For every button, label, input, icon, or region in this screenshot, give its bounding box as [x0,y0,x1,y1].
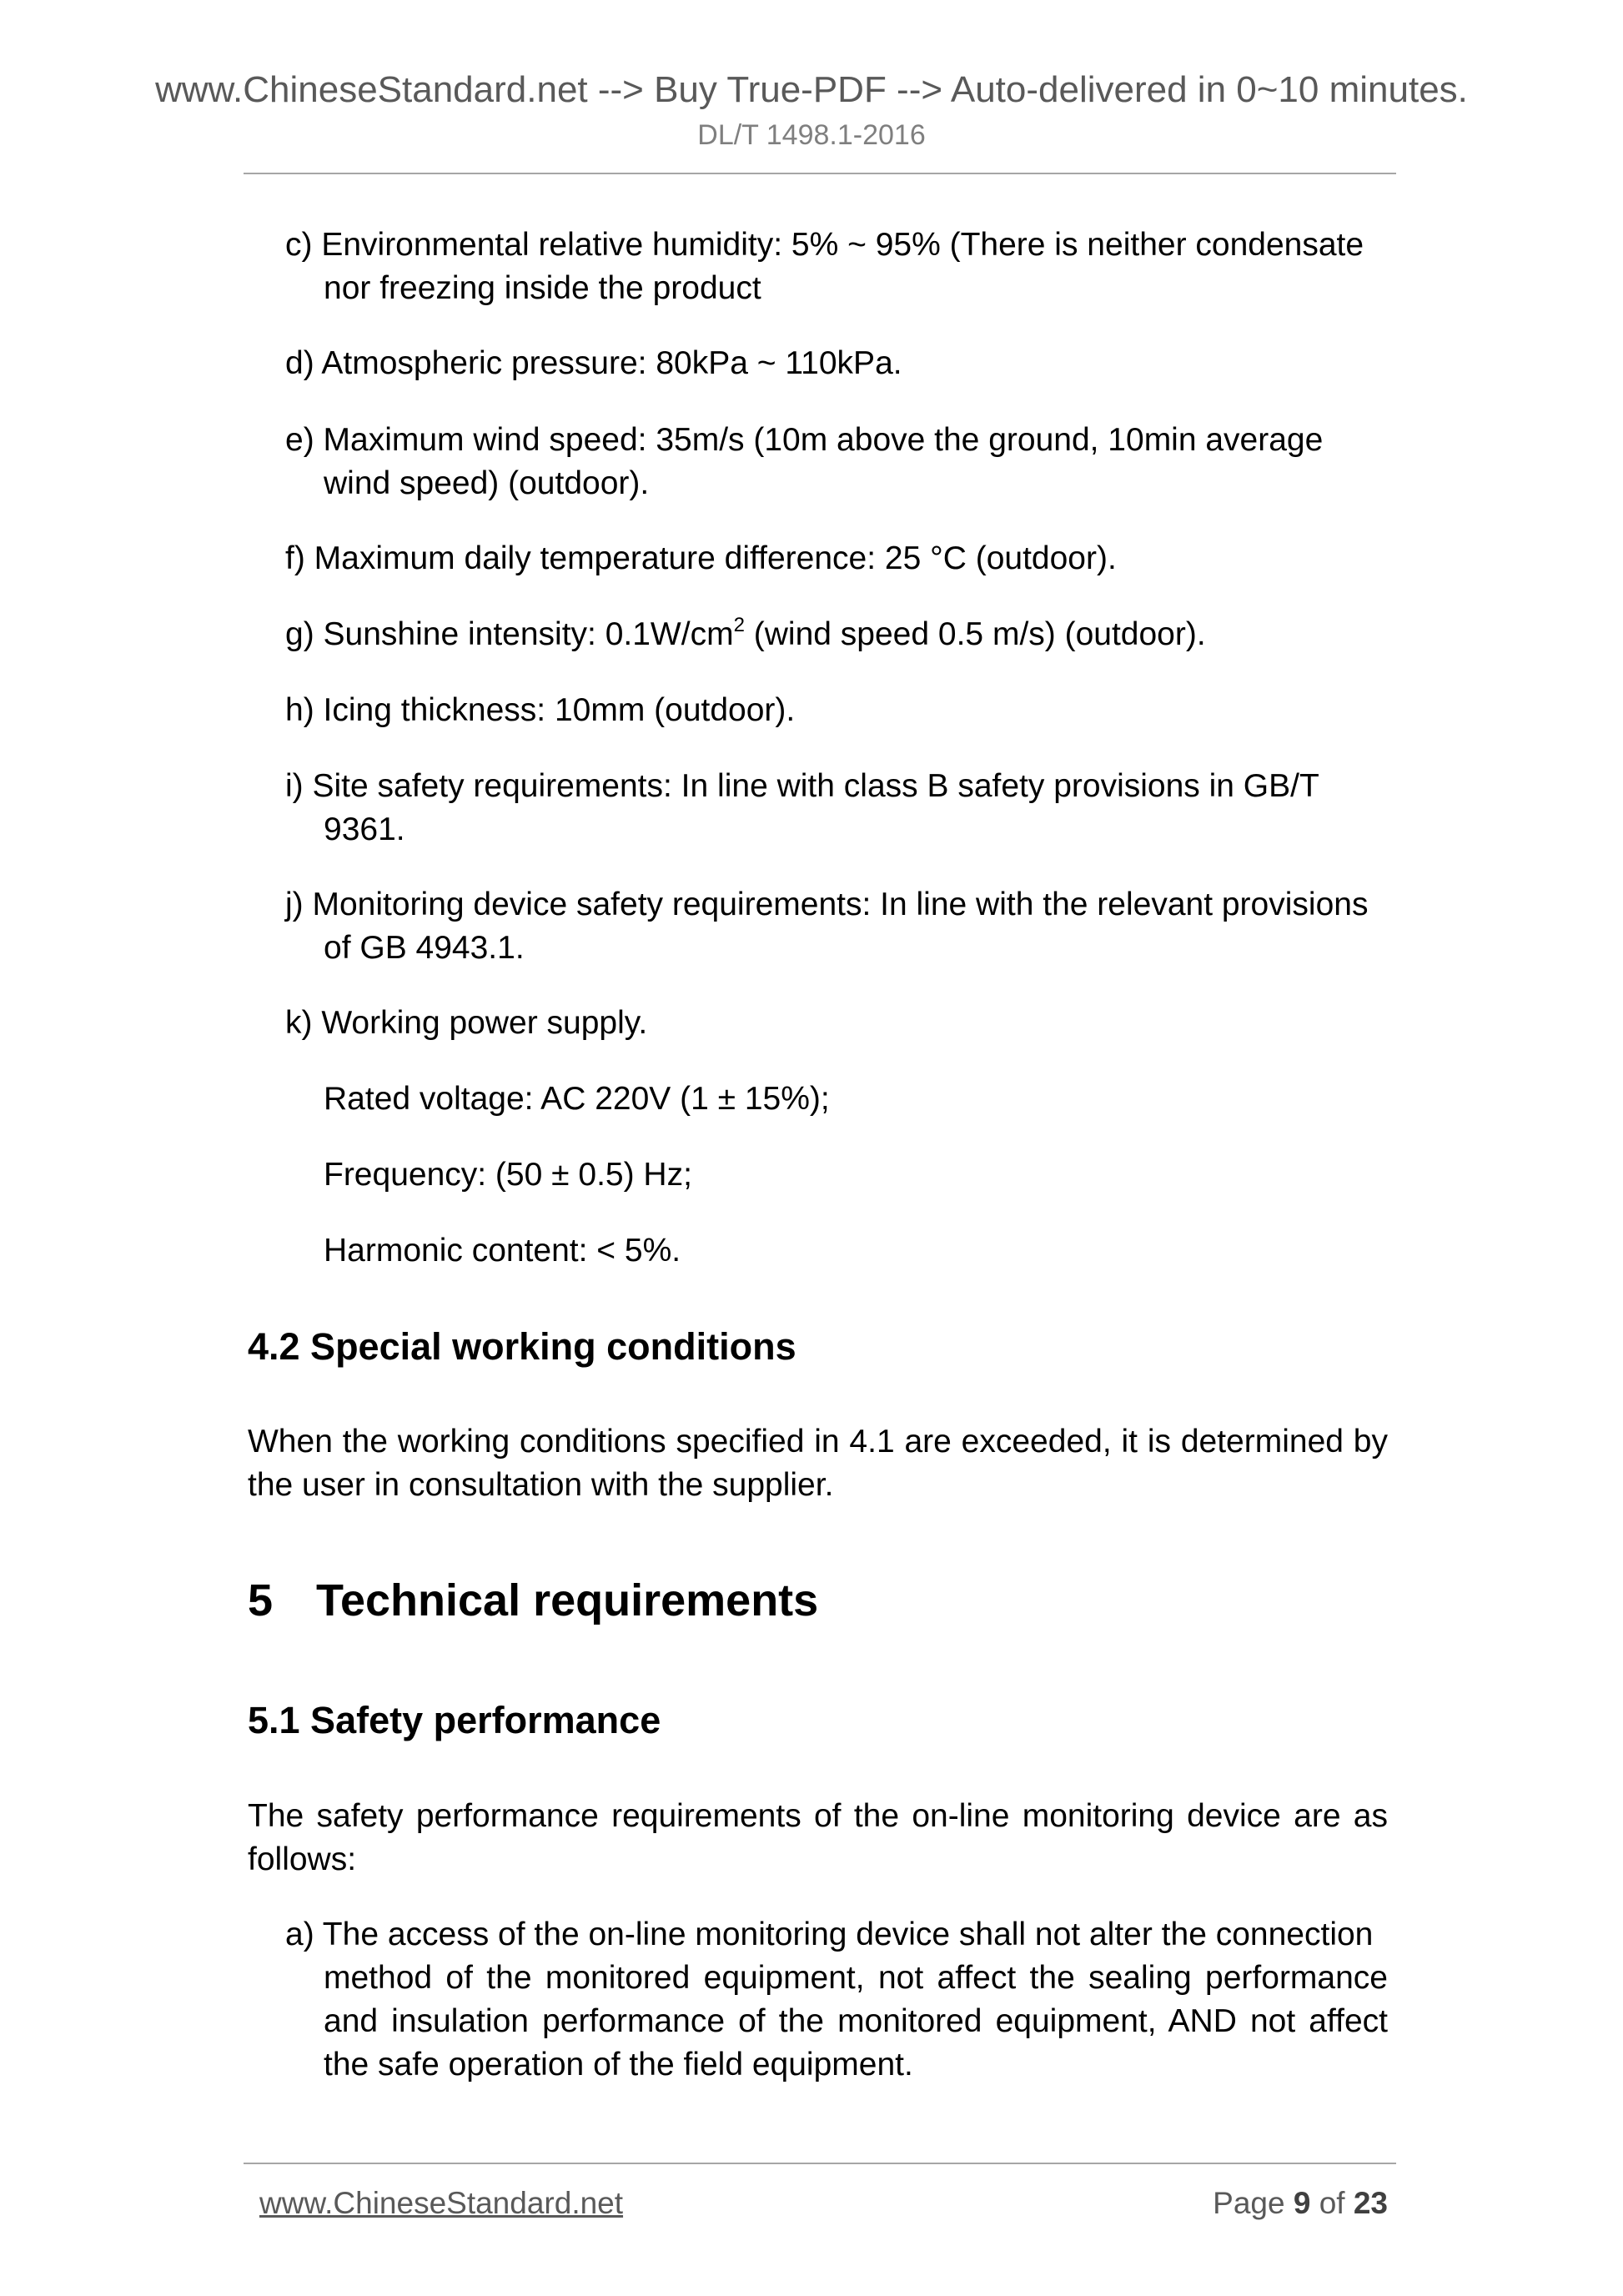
page-indicator: Page 9 of 23 [1213,2186,1388,2220]
rated-voltage: Rated voltage: AC 220V (1 ± 15%); [324,1081,830,1117]
list-item-a: a) The access of the on-line monitoring device shall not alter the connection method of the monitored equipment, not affect the sealing performance and insulation performance of the monitored equipment, AND not affect the safe operation of the field equipment. [285,1917,1388,2082]
footer-website-link[interactable]: www.ChineseStandard.net [259,2186,624,2220]
footer-divider [244,2163,1396,2164]
list-item-k: k) Working power supply. [285,1005,648,1041]
header-divider [244,173,1396,174]
section-5-heading: 5 Technical requirements [248,1575,819,1625]
section-5-1-heading: 5.1 Safety performance [248,1699,661,1741]
standard-code: DL/T 1498.1-2016 [697,119,926,151]
list-item-i: i) Site safety requirements: In line with class B safety provisions in GB/T 9361. [285,768,1319,847]
section-4-2-heading: 4.2 Special working conditions [248,1325,796,1368]
header-banner: www.ChineseStandard.net --> Buy True-PDF --> Auto-delivered in 0~10 minutes. [155,69,1468,110]
list-item-g: g) Sunshine intensity: $0.1W/cm^2$ (wind speed 0.5 m/s) (outdoor). [285,614,1206,652]
frequency: Frequency: (50 ± 0.5) Hz; [324,1157,692,1193]
list-item-h: h) Icing thickness: 10mm (outdoor). [285,692,796,728]
list-item-d: d) Atmospheric pressure: 80kPa ~ 110kPa. [285,345,902,381]
list-item-c: c) Environmental relative humidity: 5% ~ 95% (There is neither condensate nor freezing inside the product [285,227,1364,306]
section-5-1-intro: The safety performance requirements of the on-line monitoring device are as follows: [248,1798,1388,1877]
list-item-f: f) Maximum daily temperature difference: 25 °C (outdoor). [285,540,1117,576]
list-item-e: e) Maximum wind speed: 35m/s (10m above the ground, 10min average wind speed) (outdoor). [285,422,1324,501]
section-4-2-text: When the working conditions specified in 4.1 are exceeded, it is determined by the user in consultation with the supplier. [248,1424,1388,1503]
list-item-j: j) Monitoring device safety requirements: In line with the relevant provisions of GB 4943.1. [285,887,1369,966]
harmonic-content: Harmonic content: < 5%. [324,1233,681,1269]
